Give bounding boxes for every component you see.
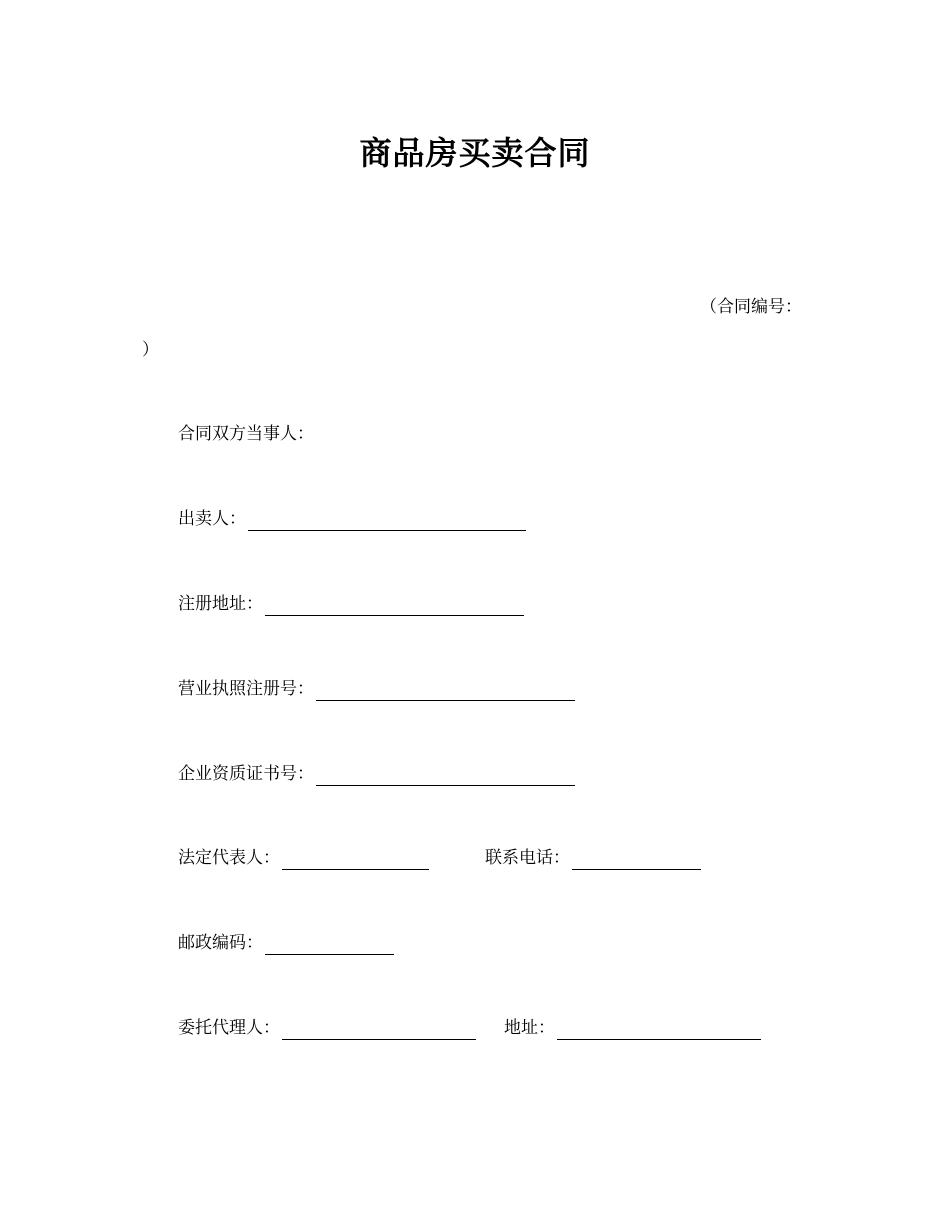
postal-code-line (178, 931, 394, 955)
seller-label: 出卖人： (178, 509, 246, 529)
legal-rep-group (178, 846, 429, 870)
legal-rep-label: 法定代表人： (178, 848, 280, 868)
qualification-cert-label: 企业资质证书号： (178, 764, 314, 784)
business-license-label: 营业执照注册号： (178, 679, 314, 699)
agent-group (178, 1016, 476, 1040)
authorized-agent-label: 委托代理人： (178, 1018, 280, 1038)
business-license-line (178, 677, 575, 701)
contact-phone-label: 联系电话： (485, 848, 570, 868)
registered-address-line (178, 592, 524, 616)
contract-number-close: ） (142, 340, 159, 360)
contract-number-label: （合同编号： (700, 297, 802, 317)
registered-address-blank[interactable] (265, 597, 524, 616)
qualification-cert-blank[interactable] (316, 767, 575, 786)
address-blank[interactable] (557, 1021, 761, 1040)
legal-rep-phone-line (178, 846, 701, 870)
seller-line (178, 507, 526, 531)
registered-address-label: 注册地址： (178, 594, 263, 614)
seller-blank[interactable] (248, 512, 526, 531)
document-title: 商品房买卖合同 (359, 134, 591, 172)
address-label: 地址： (504, 1018, 555, 1038)
authorized-agent-blank[interactable] (282, 1021, 476, 1040)
postal-code-label: 邮政编码： (178, 933, 263, 953)
contact-phone-blank[interactable] (572, 851, 701, 870)
legal-rep-blank[interactable] (282, 851, 429, 870)
parties-heading: 合同双方当事人： (178, 424, 314, 444)
parties-heading-line (178, 422, 314, 446)
contact-phone-group (485, 846, 701, 870)
business-license-blank[interactable] (316, 682, 575, 701)
agent-address-line (178, 1016, 761, 1040)
postal-code-blank[interactable] (265, 936, 394, 955)
address-group (504, 1016, 761, 1040)
qualification-cert-line (178, 762, 575, 786)
